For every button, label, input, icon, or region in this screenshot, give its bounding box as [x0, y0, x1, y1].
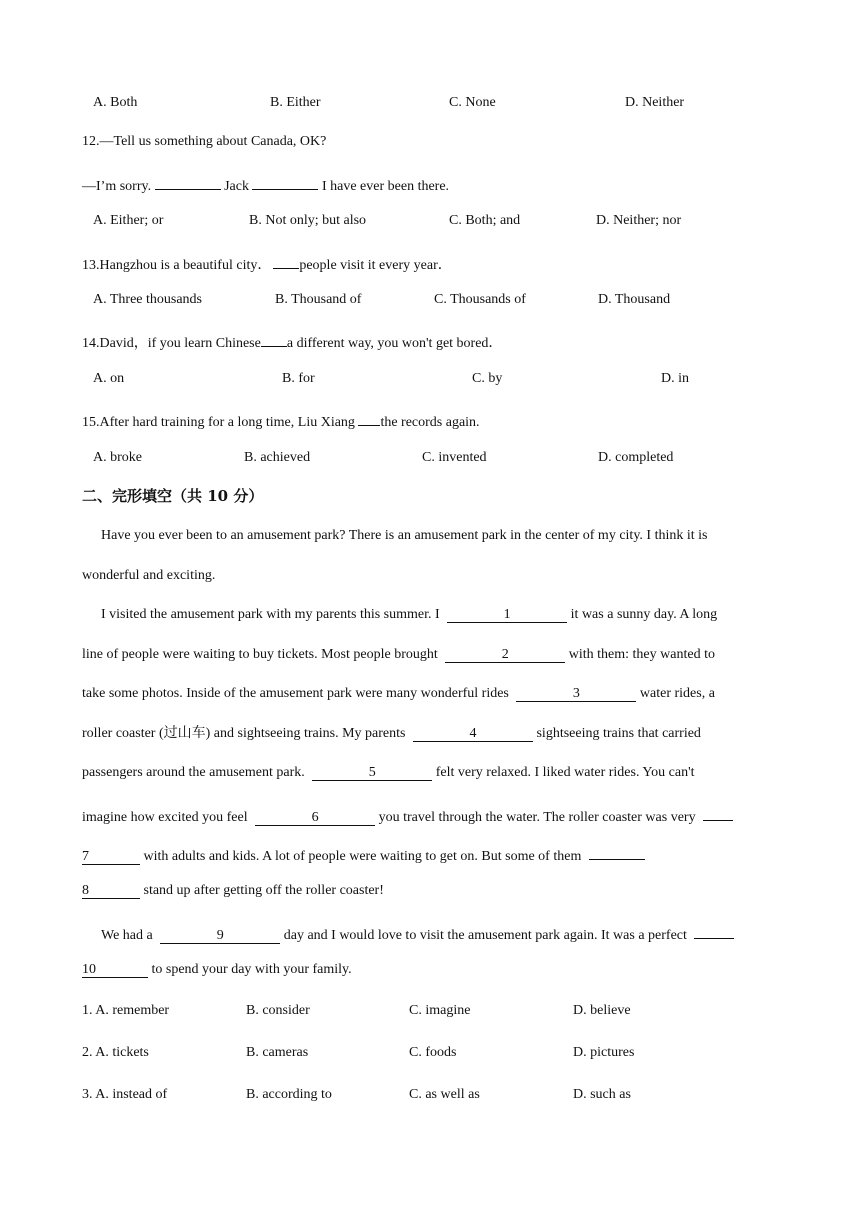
q12-blank-1 [155, 173, 221, 190]
cloze-blank-2 [445, 646, 565, 663]
q15-option-d: D. completed [598, 450, 674, 465]
passage-p2-line1 [101, 606, 717, 624]
passage-text: water rides, a [639, 686, 715, 701]
passage-text: with adults and kids. A lot of people were waiting to get on. But some of them [143, 849, 582, 864]
q15-option-b: B. achieved [244, 450, 311, 465]
q14-option-d: D. in [661, 371, 689, 386]
passage-text: day and I would love to visit the amusement park again. It was a perfect [283, 928, 687, 943]
passage-text: you travel through the water. The roller coaster was very [378, 810, 696, 825]
q15-option-a: A. broke [93, 450, 142, 465]
q14-option-a: A. on [93, 371, 125, 386]
cloze-blank-7-start [703, 804, 733, 821]
cloze-blank-1 [447, 606, 567, 623]
blank-number: 8 [82, 883, 89, 898]
q13-option-a: A. Three thousands [93, 292, 202, 307]
q11-option-a: A. Both [93, 95, 138, 110]
q13-option-d: D. Thousand [598, 292, 671, 307]
blank-number: 9 [216, 928, 224, 943]
cloze-blank-3 [516, 685, 636, 702]
passage-text: take some photos. Inside of the amusement park were many wonderful rides [82, 686, 509, 701]
q15-stem [82, 409, 480, 432]
passage-text: felt very relaxed. I liked water rides. You can't [435, 765, 695, 780]
cloze-blank-4 [413, 725, 533, 742]
passage-text: We had a [101, 928, 153, 943]
q14-stem [82, 330, 502, 353]
blank-number: 2 [501, 647, 509, 662]
passage-p2-line7 [82, 843, 645, 866]
q14-blank [261, 330, 287, 347]
q12-reply-a: —I’m sorry. [82, 179, 152, 194]
cloze-q3-option-b: B. according to [246, 1087, 332, 1102]
blank-number: 3 [572, 686, 580, 701]
blank-number: 4 [469, 726, 477, 741]
cloze-q3-option-a: 3. A. instead of [82, 1087, 168, 1102]
blank-number: 10 [82, 962, 96, 977]
q12-blank-2 [252, 173, 318, 190]
passage-text: with them: they wanted to [568, 647, 715, 662]
cloze-blank-7 [82, 848, 140, 865]
passage-p2-line6 [82, 804, 733, 827]
q13-option-b: B. Thousand of [275, 292, 362, 307]
cloze-q3-option-c: C. as well as [409, 1087, 480, 1102]
blank-number: 5 [368, 765, 376, 780]
q12-option-c: C. Both; and [449, 213, 521, 228]
cloze-blank-8-start [589, 843, 645, 860]
q15-stem-a: 15.After hard training for a long time, Liu Xiang [82, 415, 355, 430]
q13-option-c: C. Thousands of [434, 292, 526, 307]
cloze-q2-option-a: 2. A. tickets [82, 1045, 149, 1060]
cloze-blank-9 [160, 927, 280, 944]
passage-text: it was a sunny day. A long [570, 607, 718, 622]
cloze-q1-option-d: D. believe [573, 1003, 631, 1018]
q11-option-c: C. None [449, 95, 496, 110]
passage-p2-line4 [82, 725, 701, 743]
passage-p2-line3 [82, 685, 715, 703]
q11-option-d: D. Neither [625, 95, 685, 110]
q12-reply-b: Jack [224, 179, 249, 194]
passage-text: to spend your day with your family. [151, 962, 352, 977]
passage-text: sightseeing trains that carried [536, 726, 701, 741]
q12-option-b: B. Not only; but also [249, 213, 367, 228]
passage-text: roller coaster (过山车) and sightseeing trains. My parents [82, 726, 406, 741]
cloze-q2-option-c: C. foods [409, 1045, 457, 1060]
cloze-q3-option-d: D. such as [573, 1087, 631, 1102]
passage-p3-line1 [101, 922, 734, 945]
cloze-q2-option-b: B. cameras [246, 1045, 309, 1060]
q14-option-b: B. for [282, 371, 315, 386]
passage-p2-line8 [82, 882, 384, 900]
passage-text: I visited the amusement park with my parents this summer. I [101, 607, 440, 622]
passage-p2-line2 [82, 646, 715, 664]
q14-option-c: C. by [472, 371, 503, 386]
q15-stem-b: the records again. [380, 415, 480, 430]
q12-option-a: A. Either; or [93, 213, 164, 228]
cloze-q1-option-b: B. consider [246, 1003, 310, 1018]
cloze-q2-option-d: D. pictures [573, 1045, 635, 1060]
q12-reply-c: I have ever been there. [321, 179, 450, 194]
blank-number: 7 [82, 849, 89, 864]
q13-stem [82, 252, 452, 275]
q12-reply [82, 173, 449, 196]
cloze-blank-6 [255, 809, 375, 826]
passage-p2-line5 [82, 764, 694, 782]
blank-number: 1 [503, 607, 511, 622]
q12-stem: 12.—Tell us something about Canada, OK? [82, 134, 327, 149]
q11-option-b: B. Either [270, 95, 321, 110]
q14-stem-b: a different way, you won't get bored． [286, 336, 503, 351]
passage-p1-line1: Have you ever been to an amusement park? There is an amusement park in the center of my city. I think it is [101, 528, 708, 543]
passage-p3-line2 [82, 961, 352, 979]
passage-text: imagine how excited you feel [82, 810, 248, 825]
cloze-q1-option-a: 1. A. remember [82, 1003, 170, 1018]
cloze-blank-8 [82, 882, 140, 899]
cloze-blank-10 [82, 961, 148, 978]
cloze-blank-10-start [694, 922, 734, 939]
passage-text: line of people were waiting to buy tickets. Most people brought [82, 647, 438, 662]
section-title: 二、完形填空（共 10 分） [82, 487, 264, 505]
blank-number: 6 [311, 810, 319, 825]
passage-text: passengers around the amusement park. [82, 765, 305, 780]
q14-stem-a: 14.David，if you learn Chinese [82, 336, 261, 351]
q15-option-c: C. invented [422, 450, 487, 465]
q13-stem-a: 13.Hangzhou is a beautiful city． [82, 258, 272, 273]
q13-stem-b: people visit it every year． [299, 258, 452, 273]
cloze-blank-5 [312, 764, 432, 781]
cloze-q1-option-c: C. imagine [409, 1003, 471, 1018]
q12-option-d: D. Neither; nor [596, 213, 682, 228]
passage-p1-line2: wonderful and exciting. [82, 568, 216, 583]
q13-blank [273, 252, 299, 269]
q15-blank [358, 409, 380, 426]
passage-text: stand up after getting off the roller coaster! [143, 883, 384, 898]
